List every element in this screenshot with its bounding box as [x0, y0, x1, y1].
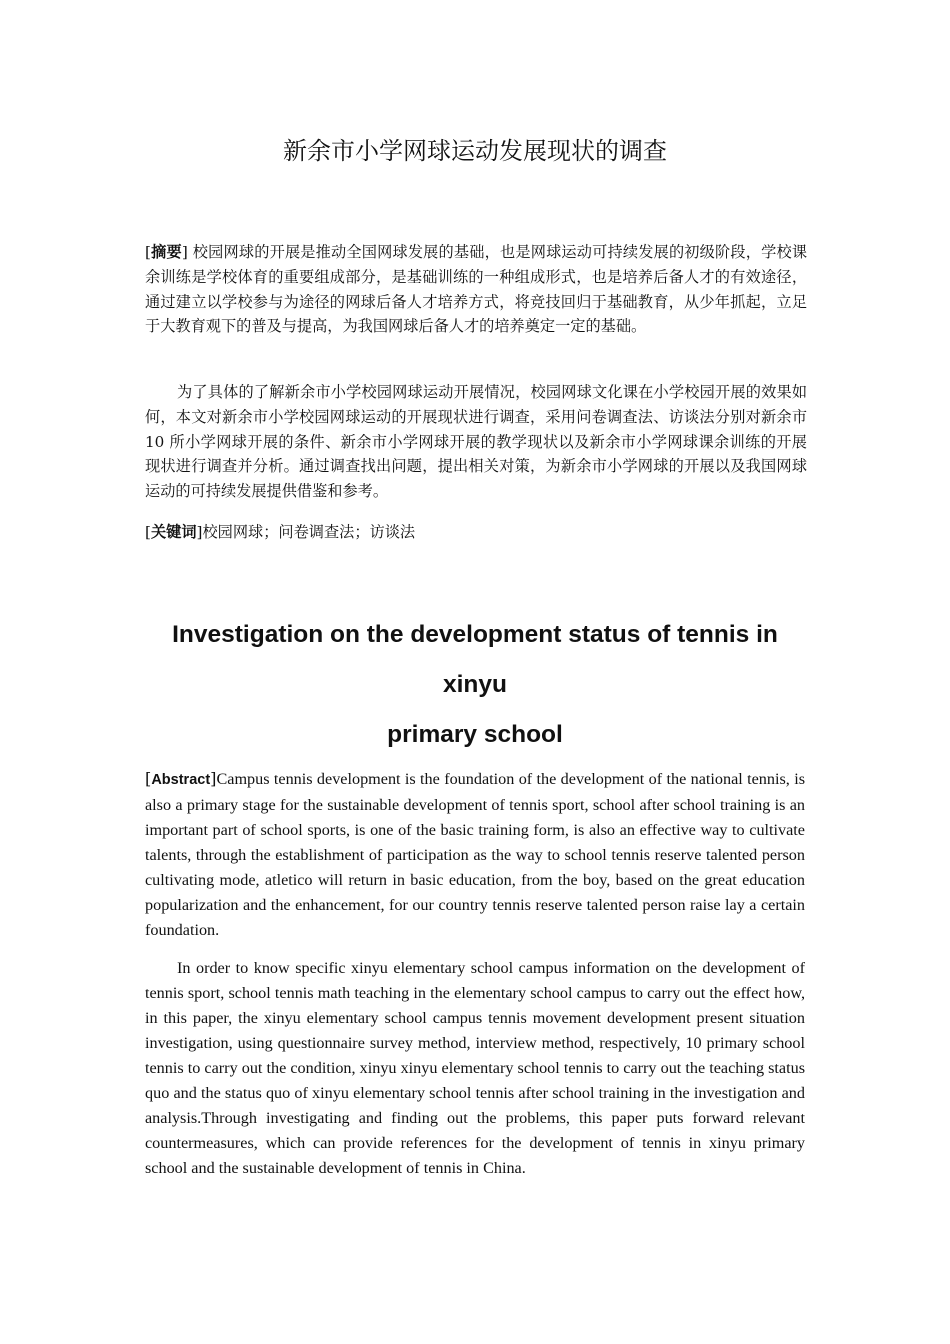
chinese-keywords-open-bracket: [: [145, 523, 151, 541]
chinese-keywords-text: 校园网球；问卷调查法；访谈法: [202, 523, 416, 541]
chinese-abstract-open-bracket: [: [145, 243, 151, 261]
english-title-line-1: Investigation on the development status of tennis in xinyu: [172, 621, 778, 698]
chinese-keywords: [145, 520, 807, 545]
chinese-abstract: [145, 240, 807, 339]
english-abstract: [145, 766, 805, 943]
english-abstract-open-bracket: [: [145, 769, 152, 788]
english-intro-paragraph: In order to know specific xinyu elementary school campus information on the development of tennis sport, school tennis math teaching in the elementary school campus to carry out the effect how, in this paper, the xinyu elementary school campus tennis movement development present situation investigation, using questionnaire survey method, interview method, respectively, 10 primary school tennis to carry out the condition, xinyu xinyu elementary school tennis to carry out the teaching status quo and the status quo of xinyu elementary school tennis after school training in the investigation and analysis.Through investigating and finding out the problems, this paper puts forward relevant countermeasures, which can provide references for the development of tennis in xinyu primary school and the sustainable development of tennis in China.: [145, 959, 805, 1177]
english-abstract-label: Abstract: [151, 772, 211, 788]
chinese-keywords-close-bracket: ]: [196, 523, 203, 541]
chinese-keywords-label: 关键词: [150, 523, 197, 541]
english-title: [145, 610, 805, 760]
chinese-abstract-text: 校园网球的开展是推动全国网球发展的基础，也是网球运动可持续发展的初级阶段，学校课余训练是学校体育的重要组成部分，是基础训练的一种组成形式，也是培养后备人才的有效途径，通过建立以学校参与为途径的网球后备人才培养方式，将竞技回归于基础教育，从少年抓起，立足于大教育观下的普及与提高，为我国网球后备人才的培养奠定一定的基础。: [145, 243, 808, 336]
english-abstract-text: Campus tennis development is the foundation of the development of the national tennis, is also a primary stage for the sustainable development of tennis sport, school after school training is an important part of school sports, is one of the basic training form, is also an effective way to cultivate talents, through the establishment of participation as the way to school tennis reserve talented person cultivating mode, atletico will return in basic education, from the boy, based on the great education popularization and the enhancement, for our country tennis reserve talented person raise lay a certain foundation.: [145, 770, 805, 939]
english-abstract-close-bracket: ]: [210, 769, 217, 788]
chinese-abstract-close-bracket: ]: [181, 243, 188, 261]
chinese-intro-paragraph: 为了具体的了解新余市小学校园网球运动开展情况，校园网球文化课在小学校园开展的效果如何，本文对新余市小学校园网球运动的开展现状进行调查，采用问卷调查法、访谈法分别对新余市 10 所小学网球开展的条件、新余市小学网球开展的教学现状以及新余市小学网球课余训练的开展现状进行调查并分析。通过调查找出问题，提出相关对策，为新余市小学网球的开展以及我国网球运动的可持续发展提供借鉴和参考。: [145, 383, 807, 501]
chinese-abstract-label: 摘要: [150, 243, 182, 261]
english-title-line-2: primary school: [387, 721, 563, 748]
chinese-title: 新余市小学网球运动发展现状的调查: [283, 137, 667, 165]
